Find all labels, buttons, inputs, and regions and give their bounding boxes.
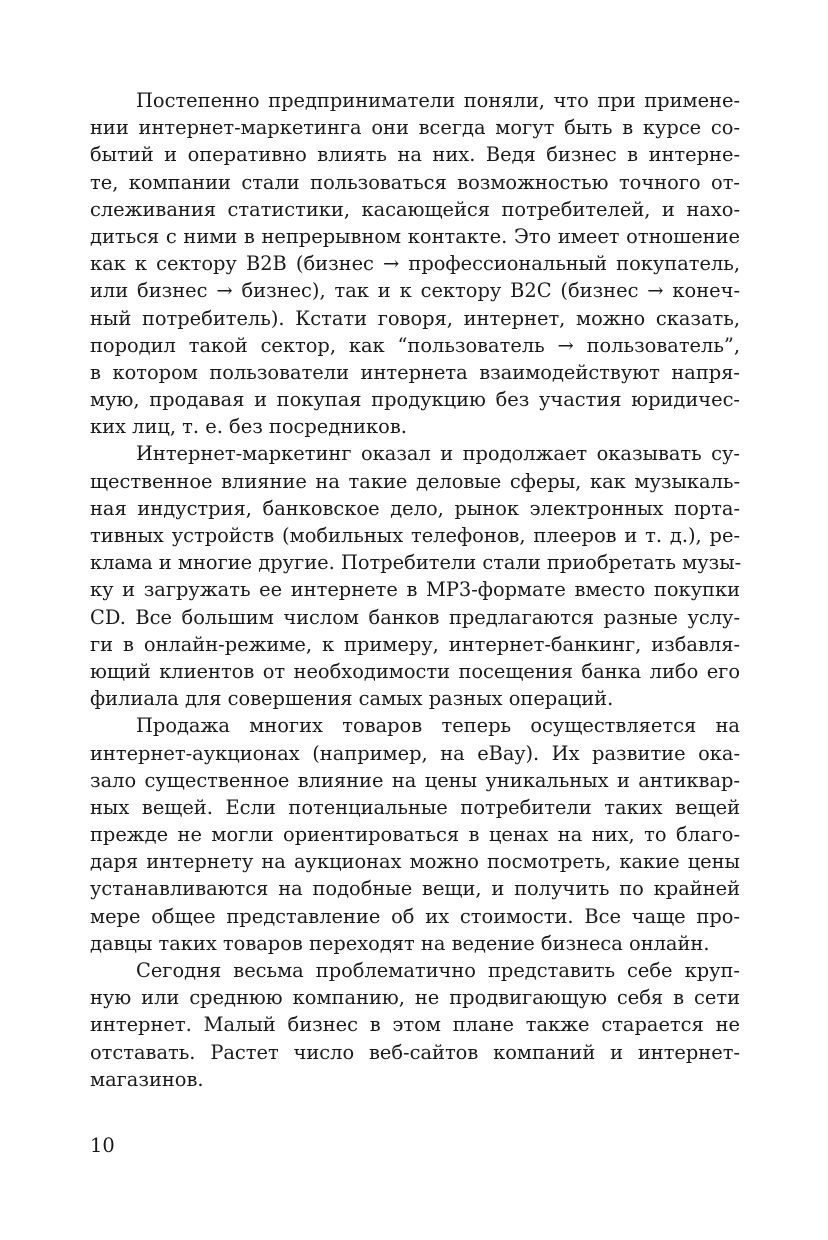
text-line: Сегодня весьма проблематично представить себе круп-: [136, 959, 740, 982]
text-line: прежде не могли ориентироваться в ценах на них, то благо-: [90, 823, 740, 847]
text-line: филиала для совершения самых разных операций.: [90, 687, 614, 711]
text-line: мую, продавая и покупая продукцию без участия юридичес-: [90, 388, 740, 412]
paragraph: [90, 957, 740, 1093]
text-line: щественное влияние на такие деловые сферы, как музыкаль-: [90, 469, 740, 493]
page-number: 10: [90, 1134, 115, 1157]
text-line: даря интернету на аукционах можно посмотреть, какие цены: [90, 850, 740, 874]
text-line: ги в онлайн-режиме, к примеру, интернет-банкинг, избавля-: [90, 632, 740, 656]
text-line: ный потребитель). Кстати говоря, интернет, можно сказать,: [90, 306, 740, 330]
paragraph: [90, 712, 740, 957]
text-line: ку и загружать ее интернете в MP3-формате вместо покупки: [90, 578, 740, 602]
text-line: ных вещей. Если потенциальные потребители таких вещей: [90, 795, 740, 819]
text-line: нии интернет-маркетинга они всегда могут быть в курсе со-: [90, 116, 740, 140]
text-line: слеживания статистики, касающейся потребителей, и нахо-: [90, 197, 740, 221]
text-line: породил такой сектор, как “пользователь → пользователь”,: [90, 333, 740, 357]
text-line: интернет. Малый бизнес в этом плане также старается не: [90, 1013, 740, 1037]
text-line: мере общее представление об их стоимости. Все чаще про-: [90, 904, 740, 928]
text-line: CD. Все большим числом банков предлагаются разные услу-: [90, 605, 740, 629]
text-line: клама и многие другие. Потребители стали приобретать музы-: [90, 551, 742, 575]
text-line: ную или среднюю компанию, не продвигающую себя в сети: [90, 986, 740, 1010]
text-line: зало существенное влияние на цены уникальных и антиквар-: [90, 768, 740, 792]
text-line: те, компании стали пользоваться возможностью точного от-: [90, 170, 740, 194]
text-line: устанавливаются на подобные вещи, и получить по крайней: [90, 877, 740, 901]
paragraph: [90, 440, 740, 712]
body-text: [90, 87, 740, 1093]
text-line: давцы таких товаров переходят на ведение бизнеса онлайн.: [90, 931, 710, 955]
text-line: бытий и оперативно влиять на них. Ведя бизнес в интерне-: [90, 143, 740, 167]
text-line: диться с ними в непрерывном контакте. Это имеет отношение: [90, 224, 740, 248]
paragraph: [90, 87, 740, 440]
text-line: Продажа многих товаров теперь осуществляется на: [136, 714, 740, 738]
text-line: тивных устройств (мобильных телефонов, плееров и т. д.), ре-: [90, 524, 740, 547]
text-line: ющий клиентов от необходимости посещения банка либо его: [90, 659, 740, 683]
text-line: магазинов.: [90, 1067, 204, 1091]
text-line: интернет-аукционах (например, на eBay). Их развитие ока-: [90, 741, 740, 765]
text-line: ких лиц, т. е. без посредников.: [90, 415, 407, 439]
text-line: отставать. Растет число веб-сайтов компаний и интернет-: [90, 1040, 740, 1064]
text-line: как к сектору B2B (бизнес → профессиональный покупатель,: [90, 252, 740, 276]
text-line: или бизнес → бизнес), так и к сектору B2C (бизнес → конеч-: [90, 279, 740, 303]
text-line: Интернет-маркетинг оказал и продолжает оказывать су-: [136, 442, 740, 466]
text-line: в котором пользователи интернета взаимодействуют напря-: [90, 360, 740, 384]
text-line: ная индустрия, банковское дело, рынок электронных порта-: [90, 496, 740, 520]
text-line: Постепенно предприниматели поняли, что при примене-: [136, 89, 740, 112]
